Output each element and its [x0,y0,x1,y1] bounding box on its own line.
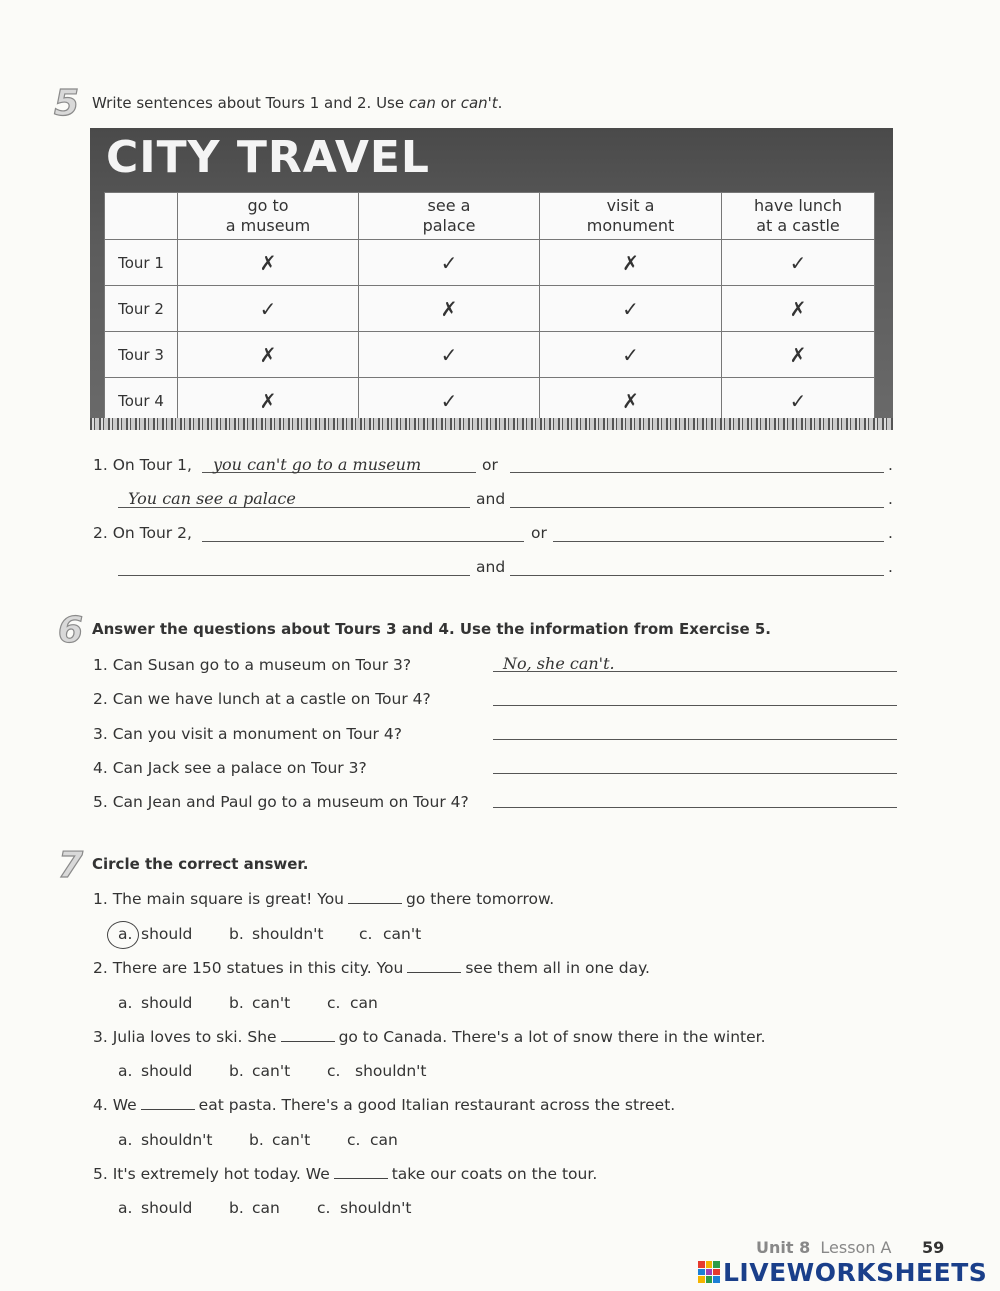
city-travel-table-box [90,128,893,430]
cross-mark-icon: ✗ [259,250,277,275]
exercise-5-number: 5 [54,83,80,124]
exercise-6-number: 6 [58,610,84,651]
table-row [105,378,875,424]
word-cant: can't [460,94,498,112]
cross-mark-icon: ✗ [789,296,807,321]
ex7-item-2 [93,959,650,977]
q2-or: or [531,524,547,542]
q1-answer-3: You can see a palace [128,489,296,508]
mark-cell [178,286,359,332]
item-text: 1. The main square is great! You [93,890,345,908]
option-label[interactable]: b. [249,1131,264,1149]
row-label: Tour 4 [105,378,178,424]
item-text: go to Canada. There's a lot of snow there in the winter. [338,1028,766,1046]
q1-answer-line-2[interactable] [510,472,884,473]
q1-period-1: . [888,456,893,474]
page-number: 59 [922,1238,945,1257]
table-header-row [105,193,875,240]
option-text[interactable]: should [141,925,193,943]
cross-mark-icon: ✗ [622,388,639,413]
mark-cell [178,240,359,286]
check-mark-icon: ✓ [622,342,639,367]
footer-lesson: Lesson A [820,1238,892,1257]
item-text: go there tomorrow. [406,890,555,908]
column-header: have lunch at a castle [722,193,875,240]
ex7-item-5 [93,1165,597,1183]
exercise-6-instruction-text: Answer the questions about Tours 3 and 4. Use the information from Exercise 5. [92,620,771,638]
cross-mark-icon: ✗ [259,388,277,413]
mark-cell [540,240,722,286]
option-label[interactable]: a. [118,1131,133,1149]
cross-mark-icon: ✗ [622,250,639,275]
cross-mark-icon: ✗ [440,296,458,321]
check-mark-icon: ✓ [789,388,807,413]
question-text: 1. Can Susan go to a museum on Tour 3? [93,656,412,674]
blank-line[interactable] [141,1097,195,1110]
option-text[interactable]: should [141,1062,193,1080]
exercise-7-instruction-text: Circle the correct answer. [92,855,309,873]
answer-text: No, she can't. [503,654,615,673]
exercise-6-instruction [92,620,771,638]
q2-period-2: . [888,558,893,576]
question-text: 5. Can Jean and Paul go to a museum on Tour 4? [93,793,469,811]
answer-line[interactable] [493,705,897,706]
liveworksheets-logo-icon [698,1261,720,1283]
q1-answer-line-4[interactable] [510,507,884,508]
q2-answer-line-1[interactable] [202,541,524,542]
mark-cell [722,332,875,378]
mark-cell [359,378,540,424]
city-travel-table [104,192,875,424]
exercise-7-number: 7 [58,845,84,886]
option-text[interactable]: should [141,1199,193,1217]
column-header: see a palace [359,193,540,240]
exercise-5-instruction [92,94,502,112]
check-mark-icon: ✓ [789,250,807,275]
option-label[interactable]: c. [347,1131,361,1149]
option-text[interactable]: can't [252,994,291,1012]
option-label[interactable]: c. [327,994,341,1012]
item-text: 2. There are 150 statues in this city. You [93,959,404,977]
mark-cell [722,286,875,332]
word-can: can [408,94,436,112]
option-label[interactable]: b. [229,994,244,1012]
mark-cell [540,378,722,424]
option-label[interactable]: b. [229,1199,244,1217]
row-label: Tour 2 [105,286,178,332]
instruction-text: Write sentences about Tours 1 and 2. Use [92,94,409,112]
blank-line[interactable] [281,1029,335,1042]
q1-prefix: 1. On Tour 1, [93,456,192,474]
option-text[interactable]: shouldn't [340,1199,412,1217]
mark-cell [359,332,540,378]
mark-cell [540,332,722,378]
option-text[interactable]: can't [272,1131,311,1149]
check-mark-icon: ✓ [440,388,458,413]
option-label[interactable]: a. [118,1199,133,1217]
mark-cell [540,286,722,332]
mark-cell [359,286,540,332]
answer-line[interactable] [493,739,897,740]
option-label[interactable]: a. [118,994,133,1012]
option-label[interactable]: b. [229,925,244,943]
option-text[interactable]: shouldn't [355,1062,427,1080]
table-row [105,286,875,332]
column-header: go to a museum [178,193,359,240]
table-body [105,240,875,424]
check-mark-icon: ✓ [440,342,458,367]
q2-answer-line-2[interactable] [553,541,884,542]
check-mark-icon: ✓ [259,296,277,321]
option-text[interactable]: can [350,994,378,1012]
blank-line[interactable] [407,960,461,973]
liveworksheets-brand: LIVEWORKSHEETS [723,1257,988,1287]
item-text: 3. Julia loves to ski. She [93,1028,277,1046]
question-text: 3. Can you visit a monument on Tour 4? [93,725,402,743]
check-mark-icon: ✓ [440,250,458,275]
row-label: Tour 1 [105,240,178,286]
q1-answer-1: you can't go to a museum [213,455,422,474]
cross-mark-icon: ✗ [789,342,807,367]
footer-unit-lesson [756,1238,892,1257]
option-label[interactable]: b. [229,1062,244,1080]
blank-line[interactable] [334,1166,388,1179]
ex7-item-1 [93,890,554,908]
option-label[interactable]: c. [327,1062,341,1080]
mark-cell [722,240,875,286]
option-label[interactable]: c. [359,925,373,943]
item-text: take our coats on the tour. [391,1165,598,1183]
q2-period-1: . [888,524,893,542]
option-text[interactable]: can [252,1199,280,1217]
instruction-end: . [497,94,503,112]
check-mark-icon: ✓ [622,296,639,321]
q2-answer-line-4[interactable] [510,575,884,576]
item-text: eat pasta. There's a good Italian restaurant across the street. [198,1096,676,1114]
table-row [105,332,875,378]
ex7-item-3 [93,1028,766,1046]
table-row [105,240,875,286]
mark-cell [722,378,875,424]
blank-line[interactable] [348,891,402,904]
item-text: 4. We [93,1096,137,1114]
exercise-7-instruction [92,855,308,873]
ex7-item-4 [93,1096,675,1114]
q1-period-2: . [888,490,893,508]
row-label: Tour 3 [105,332,178,378]
option-text[interactable]: should [141,994,193,1012]
decorative-strip [90,418,893,430]
mark-cell [178,332,359,378]
item-text: 5. It's extremely hot today. We [93,1165,330,1183]
cross-mark-icon: ✗ [259,342,277,367]
city-travel-title: CITY TRAVEL [106,132,430,183]
q1-or: or [482,456,498,474]
option-label[interactable]: a. [118,1062,133,1080]
mark-cell [178,378,359,424]
instruction-or: or [435,94,461,112]
option-label[interactable]: a. [118,925,133,943]
footer-unit: Unit 8 [756,1238,811,1257]
answer-line[interactable] [493,773,897,774]
option-text[interactable]: can't [252,1062,291,1080]
option-text[interactable]: shouldn't [141,1131,213,1149]
q2-answer-line-3[interactable] [118,575,470,576]
mark-cell [359,240,540,286]
answer-line[interactable] [493,807,897,808]
option-text[interactable]: shouldn't [252,925,324,943]
question-text: 2. Can we have lunch at a castle on Tour 4? [93,690,431,708]
question-text: 4. Can Jack see a palace on Tour 3? [93,759,367,777]
q2-prefix: 2. On Tour 2, [93,524,192,542]
option-label[interactable]: c. [317,1199,331,1217]
q1-and: and [476,490,506,508]
option-text[interactable]: can't [383,925,422,943]
q2-and: and [476,558,506,576]
table-corner-cell [105,193,178,240]
liveworksheets-logo[interactable] [698,1259,987,1285]
option-text[interactable]: can [370,1131,398,1149]
item-text: see them all in one day. [465,959,650,977]
column-header: visit a monument [540,193,722,240]
